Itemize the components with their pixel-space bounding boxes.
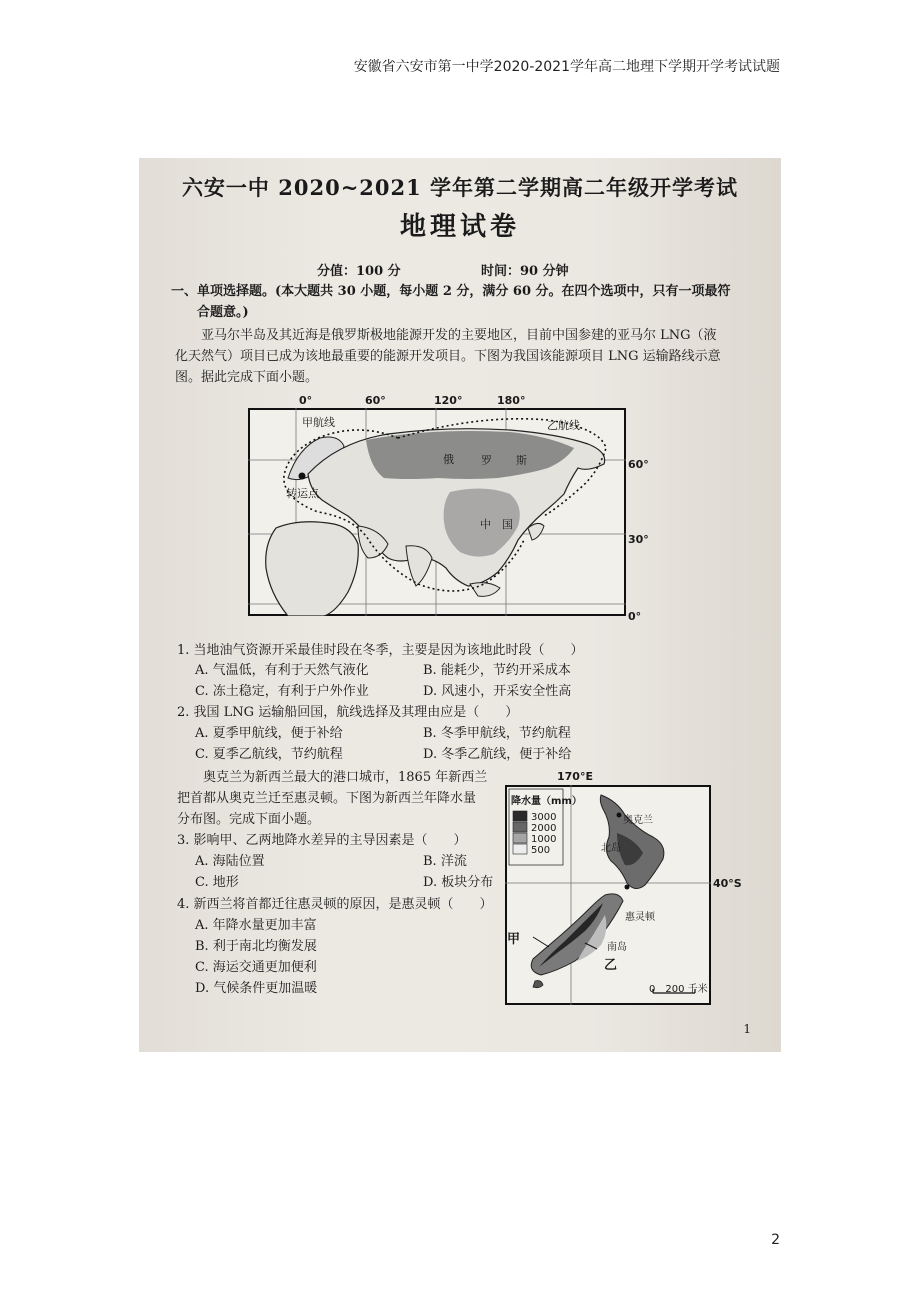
yi-label: 乙 [604,958,618,973]
intro1-line2: 化天然气）项目已成为该地最重要的能源开发项目。下图为我国该能源项目 LNG 运输路线示意 [175,349,721,364]
q1-stem: 1. 当地油气资源开采最佳时段在冬季，主要是因为该地此时段（ ） [177,643,584,658]
map1-lat-30: 30° [628,533,649,546]
map2-lat-label: 40°S [713,877,742,890]
map1-lon-120: 120° [434,394,463,407]
q2-option-c: C. 夏季乙航线，节约航程 [195,747,343,762]
q4-option-d: D. 气候条件更加温暖 [195,981,318,996]
q3-stem: 3. 影响甲、乙两地降水差异的主导因素是（ ） [177,833,467,848]
q2-option-d: D. 冬季乙航线，便于补给 [423,747,572,762]
q2-option-b: B. 冬季甲航线，节约航程 [423,726,571,741]
doc-header: 安徽省六安市第一中学2020-2021学年高二地理下学期开学考试试题 [353,59,780,75]
wellington-label: 惠灵顿 [625,912,655,923]
legend-title: 降水量（mm） [511,796,582,807]
inner-page-number: 1 [743,1022,751,1036]
q1-option-c: C. 冻土稳定，有利于户外作业 [195,684,369,699]
legend-2000: 2000 [531,823,557,834]
q3-option-a: A. 海陆位置 [195,854,265,869]
q4-option-a: A. 年降水量更加丰富 [195,918,317,933]
q3-option-c: C. 地形 [195,875,239,890]
section-heading-cont: 合题意。) [197,305,249,320]
q4-option-b: B. 利于南北均衡发展 [195,939,317,954]
exam-title-line1: 六安一中 2020~2021 学年第二学期高二年级开学考试 [181,175,739,200]
transfer-point-label: 转运点 [286,487,319,500]
q2-stem: 2. 我国 LNG 运输船回国，航线选择及其理由应是（ ） [177,705,519,720]
jia-label: 甲 [507,932,521,947]
map1-lon-0: 0° [299,394,313,407]
page-number: 2 [771,1232,780,1248]
q4-stem: 4. 新西兰将首都迁往惠灵顿的原因，是惠灵顿（ ） [177,897,493,912]
exam-time: 时间：90 分钟 [481,264,569,279]
russia-label-1: 俄 [443,453,454,466]
intro2-line2: 把首都从奥克兰迁至惠灵顿。下图为新西兰年降水量 [177,791,477,806]
scale-label: 0 200 千米 [649,984,708,995]
q1-option-b: B. 能耗少，节约开采成本 [423,663,571,678]
map1-lon-60: 60° [365,394,386,407]
q1-option-d: D. 风速小，开采安全性高 [423,684,572,699]
legend-1000: 1000 [531,834,557,845]
map1-lat-0: 0° [628,610,642,623]
map1-lon-180: 180° [497,394,526,407]
route-yi-label: 乙航线 [547,419,580,432]
exam-score: 分值：100 分 [317,264,401,279]
map2-lon-label: 170°E [557,770,593,783]
intro2-line3: 分布图。完成下面小题。 [177,812,321,827]
south-island-label: 南岛 [607,942,627,953]
russia-label-3: 斯 [516,454,527,467]
q3-option-d: D. 板块分布 [423,875,494,890]
exam-title-line2: 地理试卷 [399,212,520,242]
intro2-line1: 奥克兰为新西兰最大的港口城市，1865 年新西兰 [203,770,488,785]
legend-500: 500 [531,845,551,856]
route-jia-label: 甲航线 [302,416,335,429]
map1-lat-60: 60° [628,458,649,471]
q2-option-a: A. 夏季甲航线，便于补给 [195,726,343,741]
auckland-label: 奥克兰 [623,815,653,826]
q4-option-c: C. 海运交通更加便利 [195,960,317,975]
intro1-line3: 图。据此完成下面小题。 [175,370,319,385]
q3-option-b: B. 洋流 [423,854,467,869]
section-heading: 一、单项选择题。(本大题共 30 小题，每小题 2 分，满分 60 分。在四个选项中，只有一项最符 [171,284,731,299]
legend-3000: 3000 [531,812,557,823]
russia-label-2: 罗 [481,454,492,467]
q1-option-a: A. 气温低，有利于天然气液化 [195,663,369,678]
intro1-line1: 亚马尔半岛及其近海是俄罗斯极地能源开发的主要地区，目前中国参建的亚马尔 LNG（液 [201,328,717,343]
lng-route-map [248,408,626,616]
china-label: 中 国 [480,518,513,531]
exam-photo [139,158,781,1052]
north-island-label: 北岛 [601,843,621,854]
